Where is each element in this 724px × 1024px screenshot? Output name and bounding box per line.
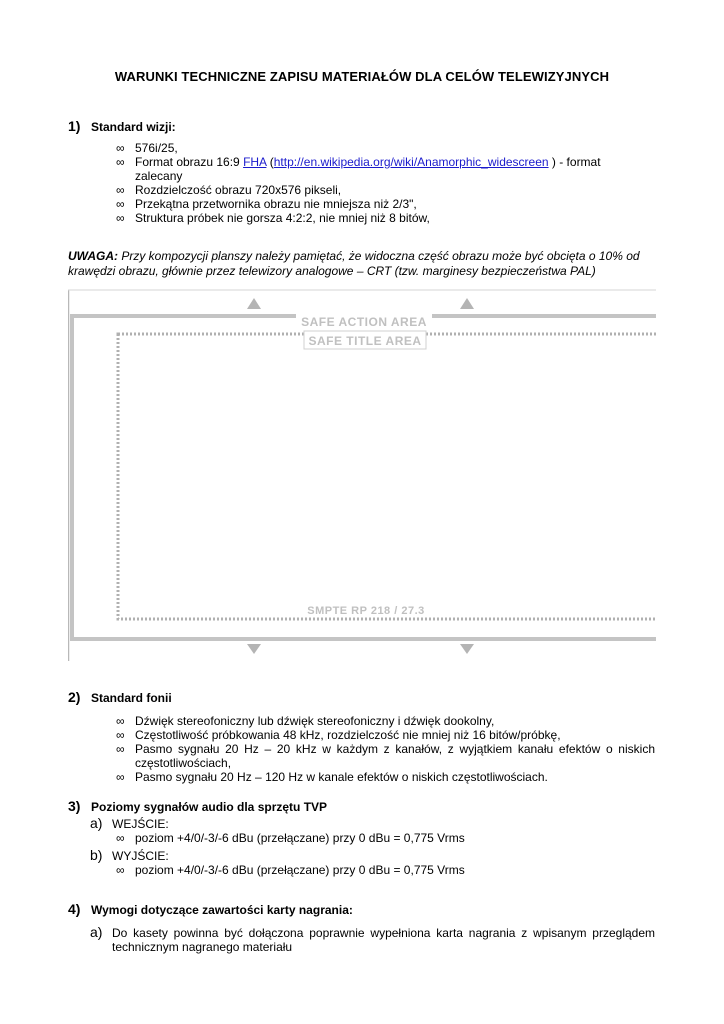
s3-b-letter: b)	[90, 847, 103, 863]
section-1-number: 1)	[68, 118, 81, 134]
s3-a-label: WEJŚCIE:	[112, 817, 169, 831]
bullet-icon: ∞	[116, 728, 125, 742]
bullet-icon: ∞	[116, 831, 125, 845]
bullet-icon: ∞	[116, 742, 125, 756]
s1-item-1-line2: zalecany	[135, 169, 183, 183]
s1-item-1-suffix: ) - format	[548, 155, 601, 169]
section-4-title: Wymogi dotyczące zawartości karty nagrania:	[91, 903, 353, 917]
s2-item-2: Pasmo sygnału 20 Hz – 20 kHz w każdym z kanałów, z wyjątkiem kanału efektów o niskich częstotliwościach,	[135, 742, 655, 770]
section-2-title: Standard fonii	[91, 691, 172, 705]
s3-b-label: WYJŚCIE:	[112, 849, 169, 863]
safe-title-label: SAFE TITLE AREA	[308, 334, 422, 348]
s1-item-3: Przekątna przetwornika obrazu nie mniejsza niż 2/3",	[135, 197, 417, 211]
section-4-number: 4)	[68, 901, 81, 917]
bullet-icon: ∞	[116, 770, 125, 784]
s4-a-text: Do kasety powinna być dołączona poprawnie wypełniona karta nagrania z wpisanym przeglądem technicznym nagranego materiału	[112, 926, 655, 954]
safe-title-frame	[118, 334, 656, 619]
warning-label: UWAGA:	[68, 249, 118, 263]
bullet-icon: ∞	[116, 863, 125, 877]
bullet-icon: ∞	[116, 155, 125, 169]
s1-item-1	[135, 155, 655, 183]
s1-item-1-mid: (	[266, 155, 274, 169]
safe-action-label: SAFE ACTION AREA	[301, 315, 427, 329]
s1-item-0: 576i/25,	[135, 141, 178, 155]
s1-item-2: Rozdzielczość obrazu 720x576 pikseli,	[135, 183, 342, 197]
warning-note	[68, 249, 658, 279]
s4-a-letter: a)	[90, 924, 103, 940]
s3-b-item: poziom +4/0/-3/-6 dBu (przełączane) przy 0 dBu = 0,775 Vrms	[135, 863, 465, 877]
bullet-icon: ∞	[116, 183, 125, 197]
bullet-icon: ∞	[116, 197, 125, 211]
section-3-title: Poziomy sygnałów audio dla sprzętu TVP	[91, 800, 328, 814]
arrow-up-icon	[460, 298, 474, 309]
safe-action-frame	[72, 316, 656, 639]
safe-area-diagram	[68, 289, 656, 661]
s2-item-3: Pasmo sygnału 20 Hz – 120 Hz w kanale efektów o niskich częstotliwościach.	[135, 770, 548, 784]
wikipedia-link[interactable]: http://en.wikipedia.org/wiki/Anamorphic_widescreen	[273, 155, 549, 169]
s2-item-1: Częstotliwość próbkowania 48 kHz, rozdzielczość nie mniej niż 16 bitów/próbkę,	[135, 728, 561, 742]
s1-item-1-prefix: Format obrazu 16:9	[135, 155, 244, 169]
s3-a-item: poziom +4/0/-3/-6 dBu (przełączane) przy 0 dBu = 0,775 Vrms	[135, 831, 465, 845]
arrow-down-icon	[247, 644, 261, 654]
smpte-label: SMPTE RP 218 / 27.3	[307, 605, 425, 617]
bullet-icon: ∞	[116, 714, 125, 728]
section-2-number: 2)	[68, 689, 81, 705]
document-title: WARUNKI TECHNICZNE ZAPISU MATERIAŁÓW DLA CELÓW TELEWIZYJNYCH	[114, 69, 610, 84]
warning-text: Przy kompozycji planszy należy pamiętać, że widoczna część obrazu może być obcięta o 10% od krawędzi obrazu, głównie przez telewizory analogowe – CRT (tzw. marginesy bezpieczeństwa PAL)	[68, 249, 640, 278]
bullet-icon: ∞	[116, 211, 125, 225]
arrow-down-icon	[460, 644, 474, 654]
section-3-number: 3)	[68, 798, 81, 814]
arrow-up-icon	[247, 298, 261, 309]
bullet-icon: ∞	[116, 141, 125, 155]
s1-item-4: Struktura próbek nie gorsza 4:2:2, nie mniej niż 8 bitów,	[135, 211, 430, 225]
fha-link[interactable]: FHA	[243, 155, 267, 169]
section-1-title: Standard wizji:	[91, 120, 176, 134]
s3-a-letter: a)	[90, 815, 103, 831]
s2-item-0: Dźwięk stereofoniczny lub dźwięk stereofoniczny i dźwięk dookolny,	[135, 714, 495, 728]
